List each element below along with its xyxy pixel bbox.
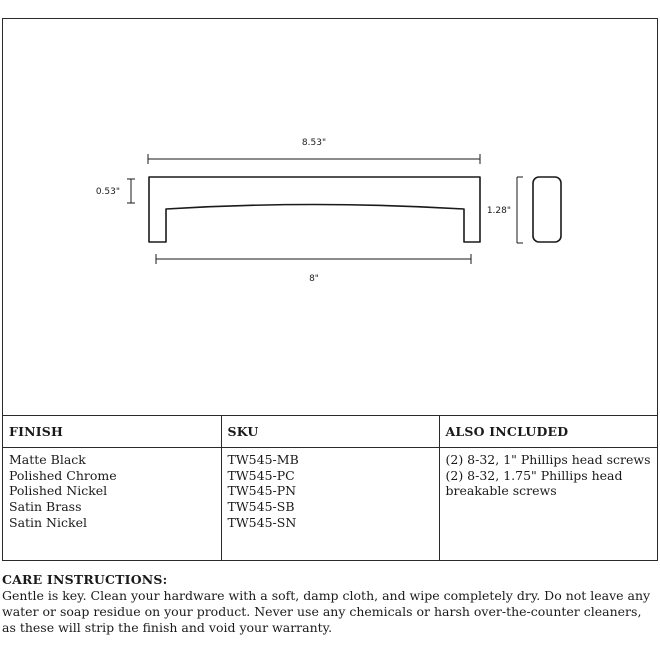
handle-side-view <box>533 177 561 242</box>
sku-header: SKU <box>221 416 439 448</box>
finish-cell <box>3 448 221 561</box>
sku-cell <box>221 448 439 561</box>
finish-item: Polished Chrome <box>9 467 117 483</box>
spec-table <box>3 415 657 560</box>
spec-sheet <box>2 18 658 561</box>
finish-header: FINISH <box>3 416 221 448</box>
bar-thickness-label: 0.53" <box>95 187 120 197</box>
center-to-center-dimension <box>156 254 471 264</box>
care-instructions-title: CARE INSTRUCTIONS: <box>2 572 168 587</box>
technical-drawing <box>3 19 657 415</box>
table-header-row <box>3 416 657 448</box>
included-item: (2) 8-32, 1.75" Phillips head <box>445 467 623 483</box>
finish-item: Polished Nickel <box>9 483 108 499</box>
also-included-header: ALSO INCLUDED <box>439 416 657 448</box>
included-item: (2) 8-32, 1" Phillips head screws <box>445 452 651 467</box>
projection-dimension <box>517 177 523 243</box>
sku-item: TW545-SN <box>227 514 297 530</box>
table-row <box>3 448 657 561</box>
care-instructions <box>2 572 658 636</box>
projection-label: 1.28" <box>486 206 511 216</box>
overall-length-dimension <box>148 154 480 164</box>
included-item: breakable screws <box>445 483 557 499</box>
sku-item: TW545-PN <box>227 483 297 499</box>
sku-item: TW545-MB <box>227 452 299 467</box>
overall-length-label: 8.53" <box>301 138 327 148</box>
sku-item: TW545-PC <box>227 467 295 483</box>
finish-item: Matte Black <box>9 452 86 467</box>
care-instructions-text: Gentle is key. Clean your hardware with a soft, damp cloth, and wipe completely dry. Do not leave any water or soap residue on your product. Never use any chemicals or harsh over-the-counter cleaners, as these will strip the finish and void your warranty. <box>2 588 651 635</box>
also-included-cell <box>439 448 657 561</box>
bar-thickness-dimension <box>127 179 135 203</box>
finish-item: Satin Nickel <box>9 514 87 530</box>
sku-item: TW545-SB <box>227 499 295 515</box>
handle-front-view <box>149 177 480 242</box>
finish-item: Satin Brass <box>9 499 82 515</box>
center-to-center-label: 8" <box>309 274 319 284</box>
